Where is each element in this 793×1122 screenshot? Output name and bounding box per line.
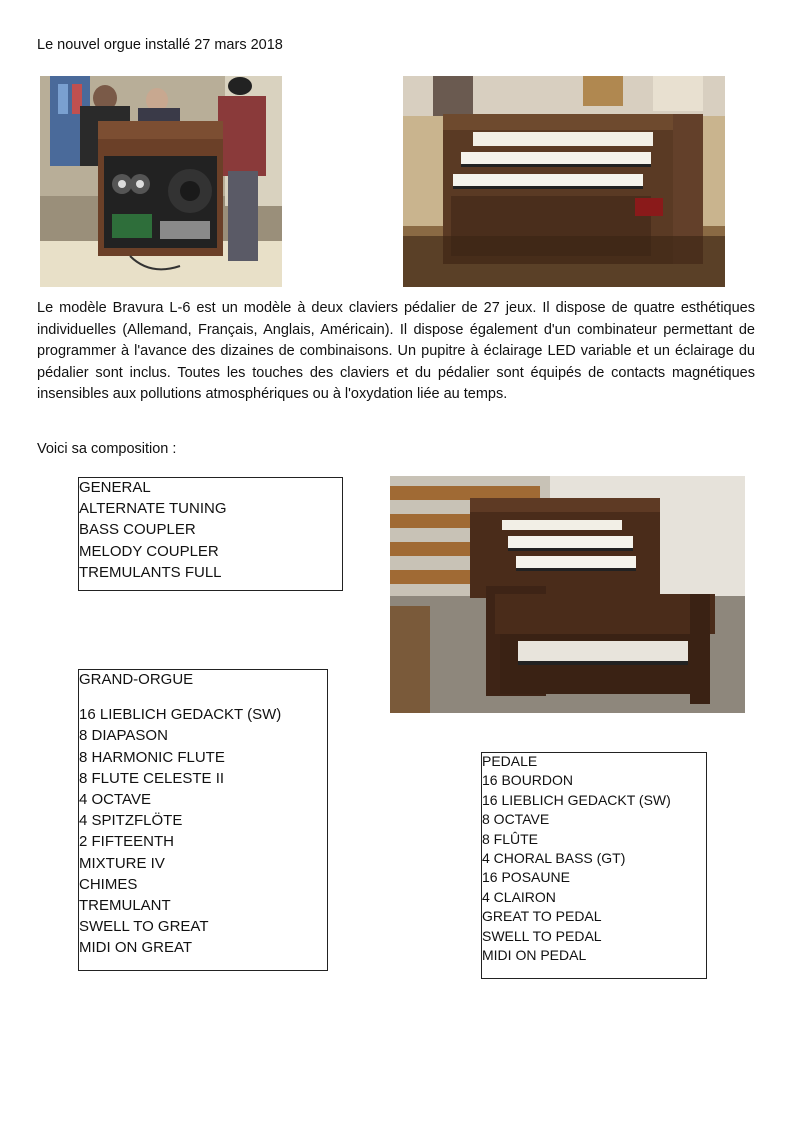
stop-item: CHIMES (79, 875, 138, 893)
stop-item: 16 POSAUNE (482, 869, 570, 886)
pedale-stops-box (481, 752, 707, 979)
stop-item: MELODY COUPLER (79, 542, 219, 560)
stop-item: 4 CLAIRON (482, 888, 556, 905)
stop-item: MIXTURE IV (79, 854, 165, 872)
stop-item: 8 FLUTE CELESTE II (79, 769, 225, 787)
stop-item: 4 SPITZFLÖTE (79, 812, 183, 830)
stop-item: SWELL TO GREAT (79, 918, 209, 936)
stop-item: TREMULANTS FULL (79, 563, 222, 581)
pedale-heading: PEDALE (482, 753, 538, 769)
composition-intro: Voici sa composition : (37, 441, 177, 457)
stop-item: TREMULANT (79, 897, 171, 915)
stop-item: 4 CHORAL BASS (GT) (482, 850, 626, 867)
photo-installation (40, 76, 282, 287)
stop-item: 16 LIEBLICH GEDACKT (SW) (482, 791, 671, 808)
photo-console (403, 76, 725, 287)
grand-orgue-heading: GRAND-ORGUE (79, 671, 194, 688)
stop-item: 16 LIEBLICH GEDACKT (SW) (79, 706, 282, 724)
stop-item: 4 OCTAVE (79, 791, 151, 809)
photo-organ-pedalboard (390, 476, 745, 713)
stop-item: 8 OCTAVE (482, 811, 550, 828)
page-title: Le nouvel orgue installé 27 mars 2018 (37, 37, 283, 53)
grand-orgue-stops-box (78, 669, 328, 971)
stop-item: ALTERNATE TUNING (79, 500, 227, 518)
stop-item: MIDI ON GREAT (79, 939, 193, 957)
description-paragraph: Le modèle Bravura L-6 est un modèle à deux claviers pédalier de 27 jeux. Il dispose de quatre esthétiques individuelles (Allemand, Français, Anglais, Américain). Il dispose également d'un combinateur permettant de programmer à l'avance des dizaines de combinaisons. Un pupitre à éclairage LED variable et un éclairage du pédalier sont inclus. Toutes les touches des claviers et du pédalier sont équipés de contacts magnétiques insensibles aux pollutions atmosphériques ou à l'oxydation liée au temps. (37, 300, 755, 402)
stop-item: 8 FLÛTE (482, 830, 539, 847)
stop-item: 16 BOURDON (482, 772, 574, 789)
stop-item: 8 HARMONIC FLUTE (79, 748, 225, 766)
stop-item: 2 FIFTEENTH (79, 833, 175, 851)
stop-item: BASS COUPLER (79, 521, 196, 539)
stop-item: MIDI ON PEDAL (482, 947, 587, 964)
stop-item: 8 DIAPASON (79, 727, 168, 745)
stop-item: SWELL TO PEDAL (482, 927, 602, 944)
stop-item: GREAT TO PEDAL (482, 908, 602, 925)
general-stops-box (78, 477, 343, 591)
general-heading: GENERAL (79, 479, 151, 496)
